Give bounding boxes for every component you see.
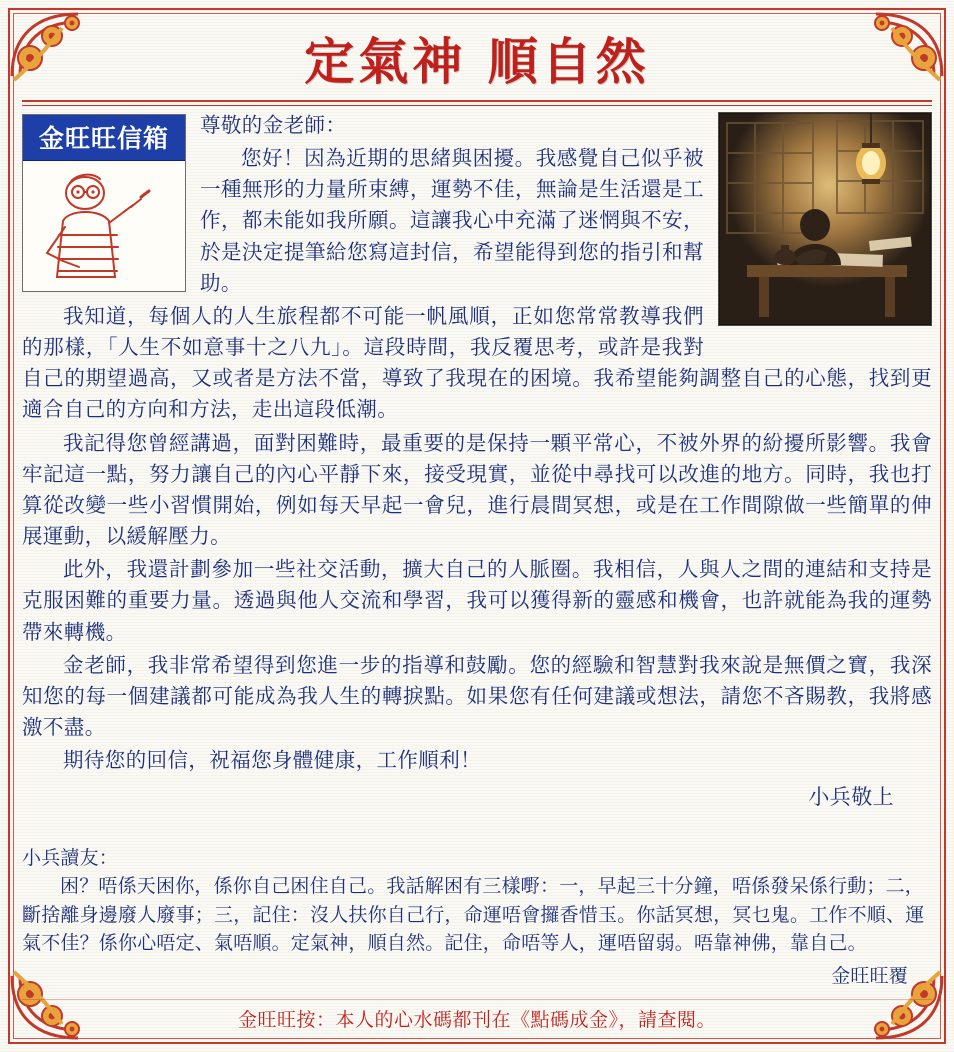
page-title: 定氣神 順自然 [304, 32, 650, 91]
letter-paragraph: 我記得您曾經講過，面對困難時，最重要的是保持一顆平常心，不被外界的紛擾所影響。我會牢記這一點，努力讓自己的內心平靜下來，接受現實，並從中尋找可以改進的地方。同時，我也打算從改變一些小習慣開始，例如每天早起一會兒，進行晨間冥想，或是在工作間隙做一些簡單的伸展運動，以緩解壓力。 [22, 430, 932, 549]
mailbox-logo [22, 114, 186, 292]
letter-paragraph: 我知道，每個人的人生旅程都不可能一帆風順，正如您常常教導我們的那樣，「人生不如意事十之八九」。這段時間，我反覆思考，或許是我對自己的期望過高，又或者是方法不當，導致了我現在的困境。我希望能夠調整自己的心態，找到更適合自己的方向和方法，走出這段低潮。 [22, 303, 932, 422]
footnote-divider [22, 999, 932, 1000]
article-body [22, 110, 932, 952]
mailbox-title: 金旺旺信箱 [23, 115, 185, 161]
title-divider [22, 100, 932, 102]
article-photo [718, 112, 932, 326]
letter-writer-illustration-icon [23, 161, 185, 291]
letter-paragraph: 您好！因為近期的思緒與困擾。我感覺自己似乎被一種無形的力量所束縛，運勢不佳，無論是生活還是工作，都未能如我所願。這讓我心中充滿了迷惘與不安，於是決定提筆給您寫這封信，希望能得到您的指引和幫助。 [200, 146, 704, 295]
letter-salutation: 尊敬的金老師： [200, 113, 347, 137]
letter-paragraph: 期待您的回信，祝福您身體健康，工作順利！ [63, 748, 481, 773]
letter-paragraph: 此外，我還計劃參加一些社交活動，擴大自己的人脈圈。我相信，人與人之間的連結和支持是克服困難的重要力量。透過與他人交流和學習，我可以獲得新的靈感和機會，也許就能為我的運勢帶來轉機。 [22, 557, 932, 644]
footnote: 金旺旺按：本人的心水碼都刊在《點碼成金》，請查閱。 [237, 1009, 716, 1031]
letter-signature: 小兵敬上 [808, 785, 894, 810]
night-study-lamp-icon [719, 113, 931, 325]
reply-section [22, 844, 932, 991]
reply-salutation: 小兵讀友： [22, 846, 119, 869]
reply-body: 困？唔係天困你，係你自己困住自己。我話解困有三樣嘢：一，早起三十分鐘，唔係發呆係行動；二，斷捨離身邊廢人廢事；三，記住：沒人扶你自己行，命運唔會攞香惜玉。你話冥想，冥乜鬼。工作不順、運氣不佳？係你心唔定、氣唔順。定氣神，順自然。記住，命唔等人，運唔留弱。唔靠神佛，靠自己。 [22, 875, 925, 954]
letter-paragraph: 金老師，我非常希望得到您進一步的指導和鼓勵。您的經驗和智慧對我來說是無價之寶，我深知您的每一個建議都可能成為我人生的轉捩點。如果您有任何建議或想法，請您不吝賜教，我將感激不盡。 [22, 652, 932, 739]
reply-signature: 金旺旺覆 [831, 964, 908, 987]
